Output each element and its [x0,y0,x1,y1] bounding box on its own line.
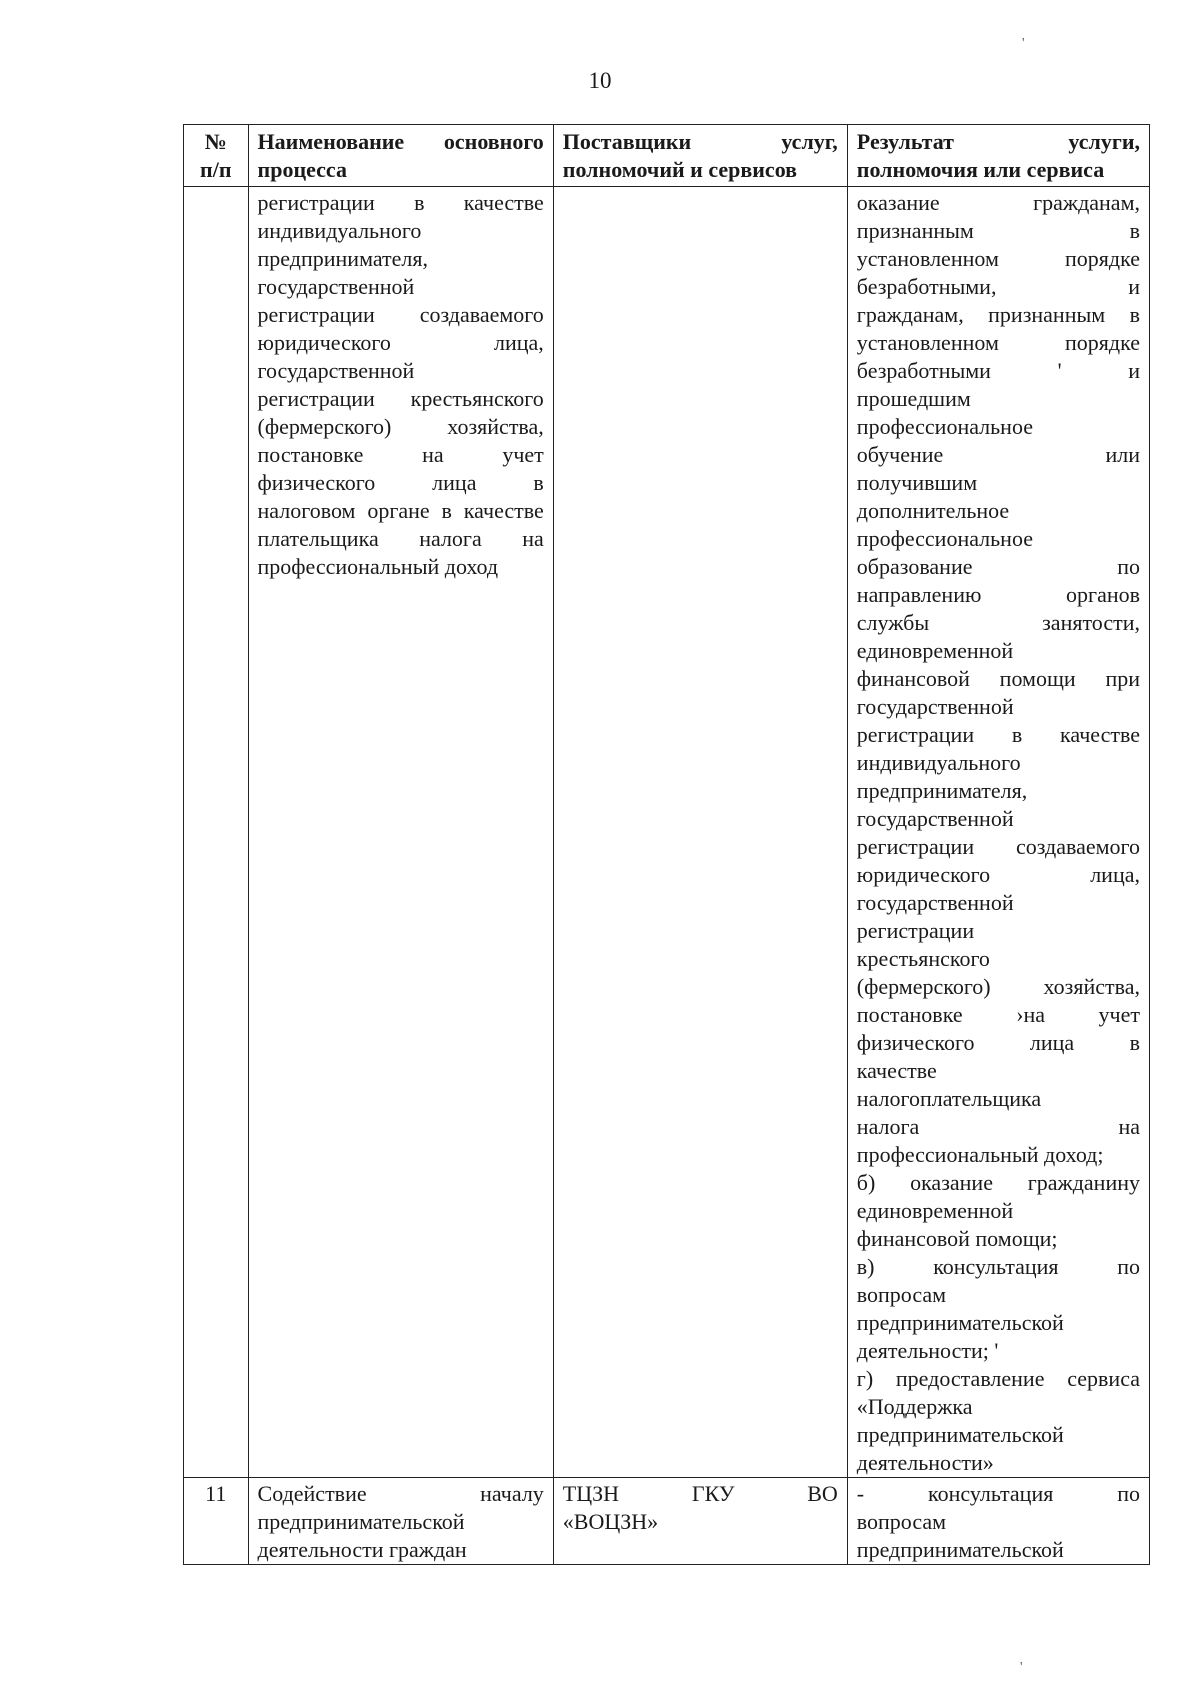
result-line: признанным в [856,218,1140,243]
process-name-line: физического лица в [257,470,544,495]
header-providers [553,125,847,187]
process-name-line: государственной [257,358,415,383]
result-line: предпринимателя, [856,778,1028,803]
provider-line: «ВОЦЗН» [562,1509,659,1534]
process-name-line: плательщика налога на [257,526,544,551]
result-line: «Поддержка [856,1394,973,1419]
process-name-line: налоговом органе в качестве [257,498,544,523]
result-line: качестве [856,1058,937,1083]
result-line: государственной [856,890,1014,915]
row-cont-provider [553,187,847,1478]
process-name-line: юридического лица, [257,330,544,355]
result-line: в) консультация по [856,1254,1140,1279]
result-line: - консультация по [856,1481,1140,1506]
result-line: крестьянского [856,946,990,971]
row-11-result-lines [857,1480,1140,1564]
row-cont-result [847,187,1149,1478]
result-line: вопросам [856,1282,947,1307]
result-line: постановке ›на учет [856,1002,1140,1027]
result-line: единовременной [856,1198,1014,1223]
header-result-line2: полномочия или сервиса [856,157,1105,182]
result-line: налога на [856,1114,1140,1139]
result-line: (фермерского) хозяйства, [856,974,1140,999]
result-line: оказание гражданам, [856,190,1140,215]
result-line: получившим [856,470,978,495]
result-line: профессиональное [856,414,1033,439]
result-line: б) оказание гражданину [856,1170,1140,1195]
result-line: налогоплательщика [856,1086,1042,1111]
result-line: предпринимательской [856,1422,1064,1447]
result-line: направлению органов [856,582,1140,607]
result-line: индивидуального [856,750,1021,775]
row-cont-process-name [248,187,553,1478]
result-line: регистрации создаваемого [856,834,1140,859]
page-number: 10 [588,68,612,93]
row-11-result [847,1478,1149,1565]
process-name-line: регистрации создаваемого [257,302,544,327]
process-name-line: государственной [257,274,415,299]
process-name-line: регистрации крестьянского [257,386,544,411]
process-name-line: (фермерского) хозяйства, [257,414,544,439]
result-line: установленном порядке [856,246,1140,271]
header-number-line1: № [204,129,227,154]
table-header-row [184,125,1150,187]
result-line: прошедшим [856,386,971,411]
result-line: образование по [856,554,1140,579]
result-line: единовременной [856,638,1014,663]
result-line: вопросам [856,1509,947,1534]
result-line: деятельности» [856,1450,994,1475]
result-line: обучение или [856,442,1140,467]
header-process-name-line2: процесса [257,157,347,182]
result-line: дополнительное [856,498,1010,523]
scan-mark-top: ' [1022,36,1025,51]
result-line: финансовой помощи; [856,1226,1058,1251]
header-providers-line1: Поставщики услуг, [562,129,838,154]
result-line: государственной [856,694,1014,719]
process-name-line: предпринимательской [257,1509,465,1534]
result-line: службы занятости, [856,610,1140,635]
scan-mark-bottom: ' [1020,1660,1023,1675]
process-name-line: регистрации в качестве [257,190,544,215]
result-line: физического лица в [856,1030,1140,1055]
row-11-provider-lines [563,1480,838,1536]
header-result-line1: Результат услуги, [856,129,1140,154]
result-line: безработными, и [856,274,1140,299]
row-cont-result-lines [857,189,1140,1477]
row-11-process-name [248,1478,553,1565]
result-line: г) предоставление сервиса [856,1366,1140,1391]
result-line: безработными ' и [856,358,1140,383]
provider-line: ТЦЗН ГКУ ВО [562,1481,838,1506]
table-row [184,187,1150,1478]
row-11-number: 11 [184,1478,249,1565]
row-cont-process-name-lines [258,189,544,581]
result-line: предпринимательской [856,1537,1064,1562]
header-providers-line2: полномочий и сервисов [562,157,798,182]
row-11-provider [553,1478,847,1565]
header-result [847,125,1149,187]
process-name-line: деятельности граждан [257,1537,467,1562]
result-line: установленном порядке [856,330,1140,355]
result-line: предпринимательской [856,1310,1064,1335]
result-line: регистрации [856,918,975,943]
process-name-line: постановке на учет [257,442,544,467]
process-name-line: профессиональный доход [257,554,499,579]
process-name-line: предпринимателя, [257,246,429,271]
process-name-line: Содействие началу [257,1481,544,1506]
header-number [184,125,249,187]
result-line: финансовой помощи при [856,666,1140,691]
result-line: профессиональный доход; [856,1142,1104,1167]
row-11-process-name-lines [258,1480,544,1564]
row-cont-number [184,187,249,1478]
table-row [184,1478,1150,1565]
result-line: регистрации в качестве [856,722,1140,747]
header-process-name-line1: Наименование основного [257,129,544,154]
process-table [183,124,1150,1565]
result-line: государственной [856,806,1014,831]
header-process-name [248,125,553,187]
header-number-line2: п/п [200,157,232,182]
result-line: гражданам, признанным в [856,302,1140,327]
result-line: профессиональное [856,526,1033,551]
result-line: деятельности; ' [856,1338,999,1363]
process-name-line: индивидуального [257,218,422,243]
result-line: юридического лица, [856,862,1140,887]
